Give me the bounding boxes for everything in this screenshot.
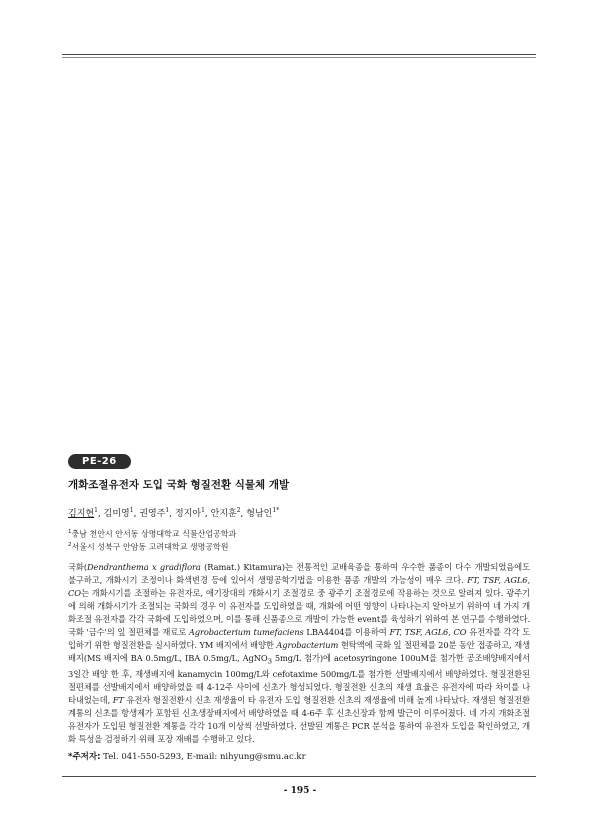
body-text: 국화( <box>68 562 87 573</box>
affiliation-sup: 1 <box>68 529 72 535</box>
gene-names: FT <box>112 695 124 706</box>
author-sup: 2 <box>236 507 241 514</box>
author: 안지훈 <box>210 509 237 519</box>
page-number: - 195 - <box>283 786 317 796</box>
subscript: 3 <box>267 657 272 666</box>
author-sup: 1 <box>165 507 170 514</box>
contact-label: *주저자: <box>68 751 101 762</box>
corresponding-author <box>68 750 530 762</box>
author: 김미영 <box>103 509 130 519</box>
species-name: Agrobacterium <box>276 639 339 650</box>
body-text: LBA4404를 이용하여 <box>303 626 390 637</box>
footer-rule <box>62 776 536 777</box>
body-text: 는 개화시기를 조절하는 유전자로, 애기장대의 개화시기 조절경로 중 광주기 조절경로에 작용하는 것으로 알려져 있다. 광주기에 의해 개화시기가 조절되는 국화의 경우 이 유전자를 도입하였을 때, 개화에 어떤 영향이 나타나는지 알아보기 위하여 네 가지 개화조절 유전자를 각각 국화에 도입하였으며, 이를 통해 신품종으로 개발이 가능한 event를 육성하기 위하여 본 연구를 수행하였다. 국화 '금수'의 잎 절편체를 재료로 <box>68 588 530 637</box>
affiliation-text: 충남 천안시 안서동 상명대학교 식물산업공학과 <box>71 529 237 539</box>
abstract-body <box>68 561 530 745</box>
header-rule-thin <box>62 57 536 58</box>
contact-info: Tel. 041-550-5293, E-mail: nihyung@smu.ac.kr <box>100 751 306 762</box>
affiliation <box>68 527 530 540</box>
affiliation <box>68 540 530 553</box>
body-text: 5mg/L 첨가)에 acetosyringone 100uM을 첨가한 공조배양배지에서 3일간 배양 한 후, 재생배지에 kanamycin 100mg/L와 cefotaxime 500mg/L를 첨가한 선발배지에서 배양하였다. 형질전환된 절편체를 선발배지에서 배양하였을 때 4-12주 사이에 신초가 형성되었다. 형질전환 신초의 재생 효율은 유전자에 따라 차이를 나타내었는데, <box>68 652 530 706</box>
gene-names: FT, TSF, AGL6, CO <box>68 575 530 599</box>
body-text: (Ramat.) Kitamura)는 전통적인 교배육종을 통하여 우수한 품종이 다수 개발되었음에도 불구하고, 개화시기 조정이나 화색변경 등에 있어서 생명공학기법을 이용한 품종 개발의 가능성이 매우 크다. <box>68 562 531 586</box>
body-text: 유전자를 각각 도입하기 위한 형질전환을 실시하였다. YM 배지에서 배양한 <box>68 626 530 650</box>
abstract-block <box>68 449 530 762</box>
affiliation-sup: 2 <box>68 541 72 548</box>
author-sup: 1* <box>272 507 280 514</box>
author: 정지아 <box>174 509 202 519</box>
body-text: 유전자 형질전환시 신초 재생율이 타 유전자 도입 형질전환 신초의 재생율에 비해 높게 나타났다. 재생된 형질전환 계통의 신초를 항생제가 포함된 신초생장배지에서 배양하였을 때 4-6주 후 신초신장과 함께 발근이 이루어졌다. 네 가지 개화조절유전자가 도입된 형질전환 계통을 각각 10개 이상씩 선발하였다. 선발된 계통은 PCR 분석을 통하여 유전자 도입을 확인하였고, 개화 특성을 검정하기 위해 포장 재배를 수행하고 있다. <box>68 695 530 744</box>
author: 권영주 <box>139 509 166 519</box>
affiliation-text: 서울시 성북구 안암동 고려대학교 생명공학원 <box>71 542 229 552</box>
affiliation-list <box>68 527 530 552</box>
species-name: Dendranthema x gradiflora <box>86 562 201 573</box>
author-list: 김지현$^1$, 김미영$^1$, 권영주$^1$, 정지아$^1$, 안지훈$^2$, 형남인$^{1*}$ <box>68 507 280 519</box>
body-text: 현탁액에 국화 잎 절편체를 20분 동안 접종하고, 재생배지(MS 배지에 BA 0.5mg/L, IBA 0.5mg/L, AgNO <box>68 639 530 663</box>
author-sup: 1 <box>129 507 134 514</box>
author: 형남인 <box>246 509 273 519</box>
author-sup: 1 <box>201 507 205 514</box>
author: 김지현 <box>68 509 95 519</box>
abstract-id-badge: PE-26 <box>68 454 131 469</box>
abstract-title: 개화조절유전자 도입 국화 형질전환 식물체 개발 <box>68 479 290 491</box>
header-rule <box>62 54 536 55</box>
author-sup: 1 <box>94 507 98 514</box>
gene-names: FT, TSF, AGL6, CO <box>389 626 467 637</box>
species-name: Agrobacterium tumefaciens <box>188 626 304 637</box>
